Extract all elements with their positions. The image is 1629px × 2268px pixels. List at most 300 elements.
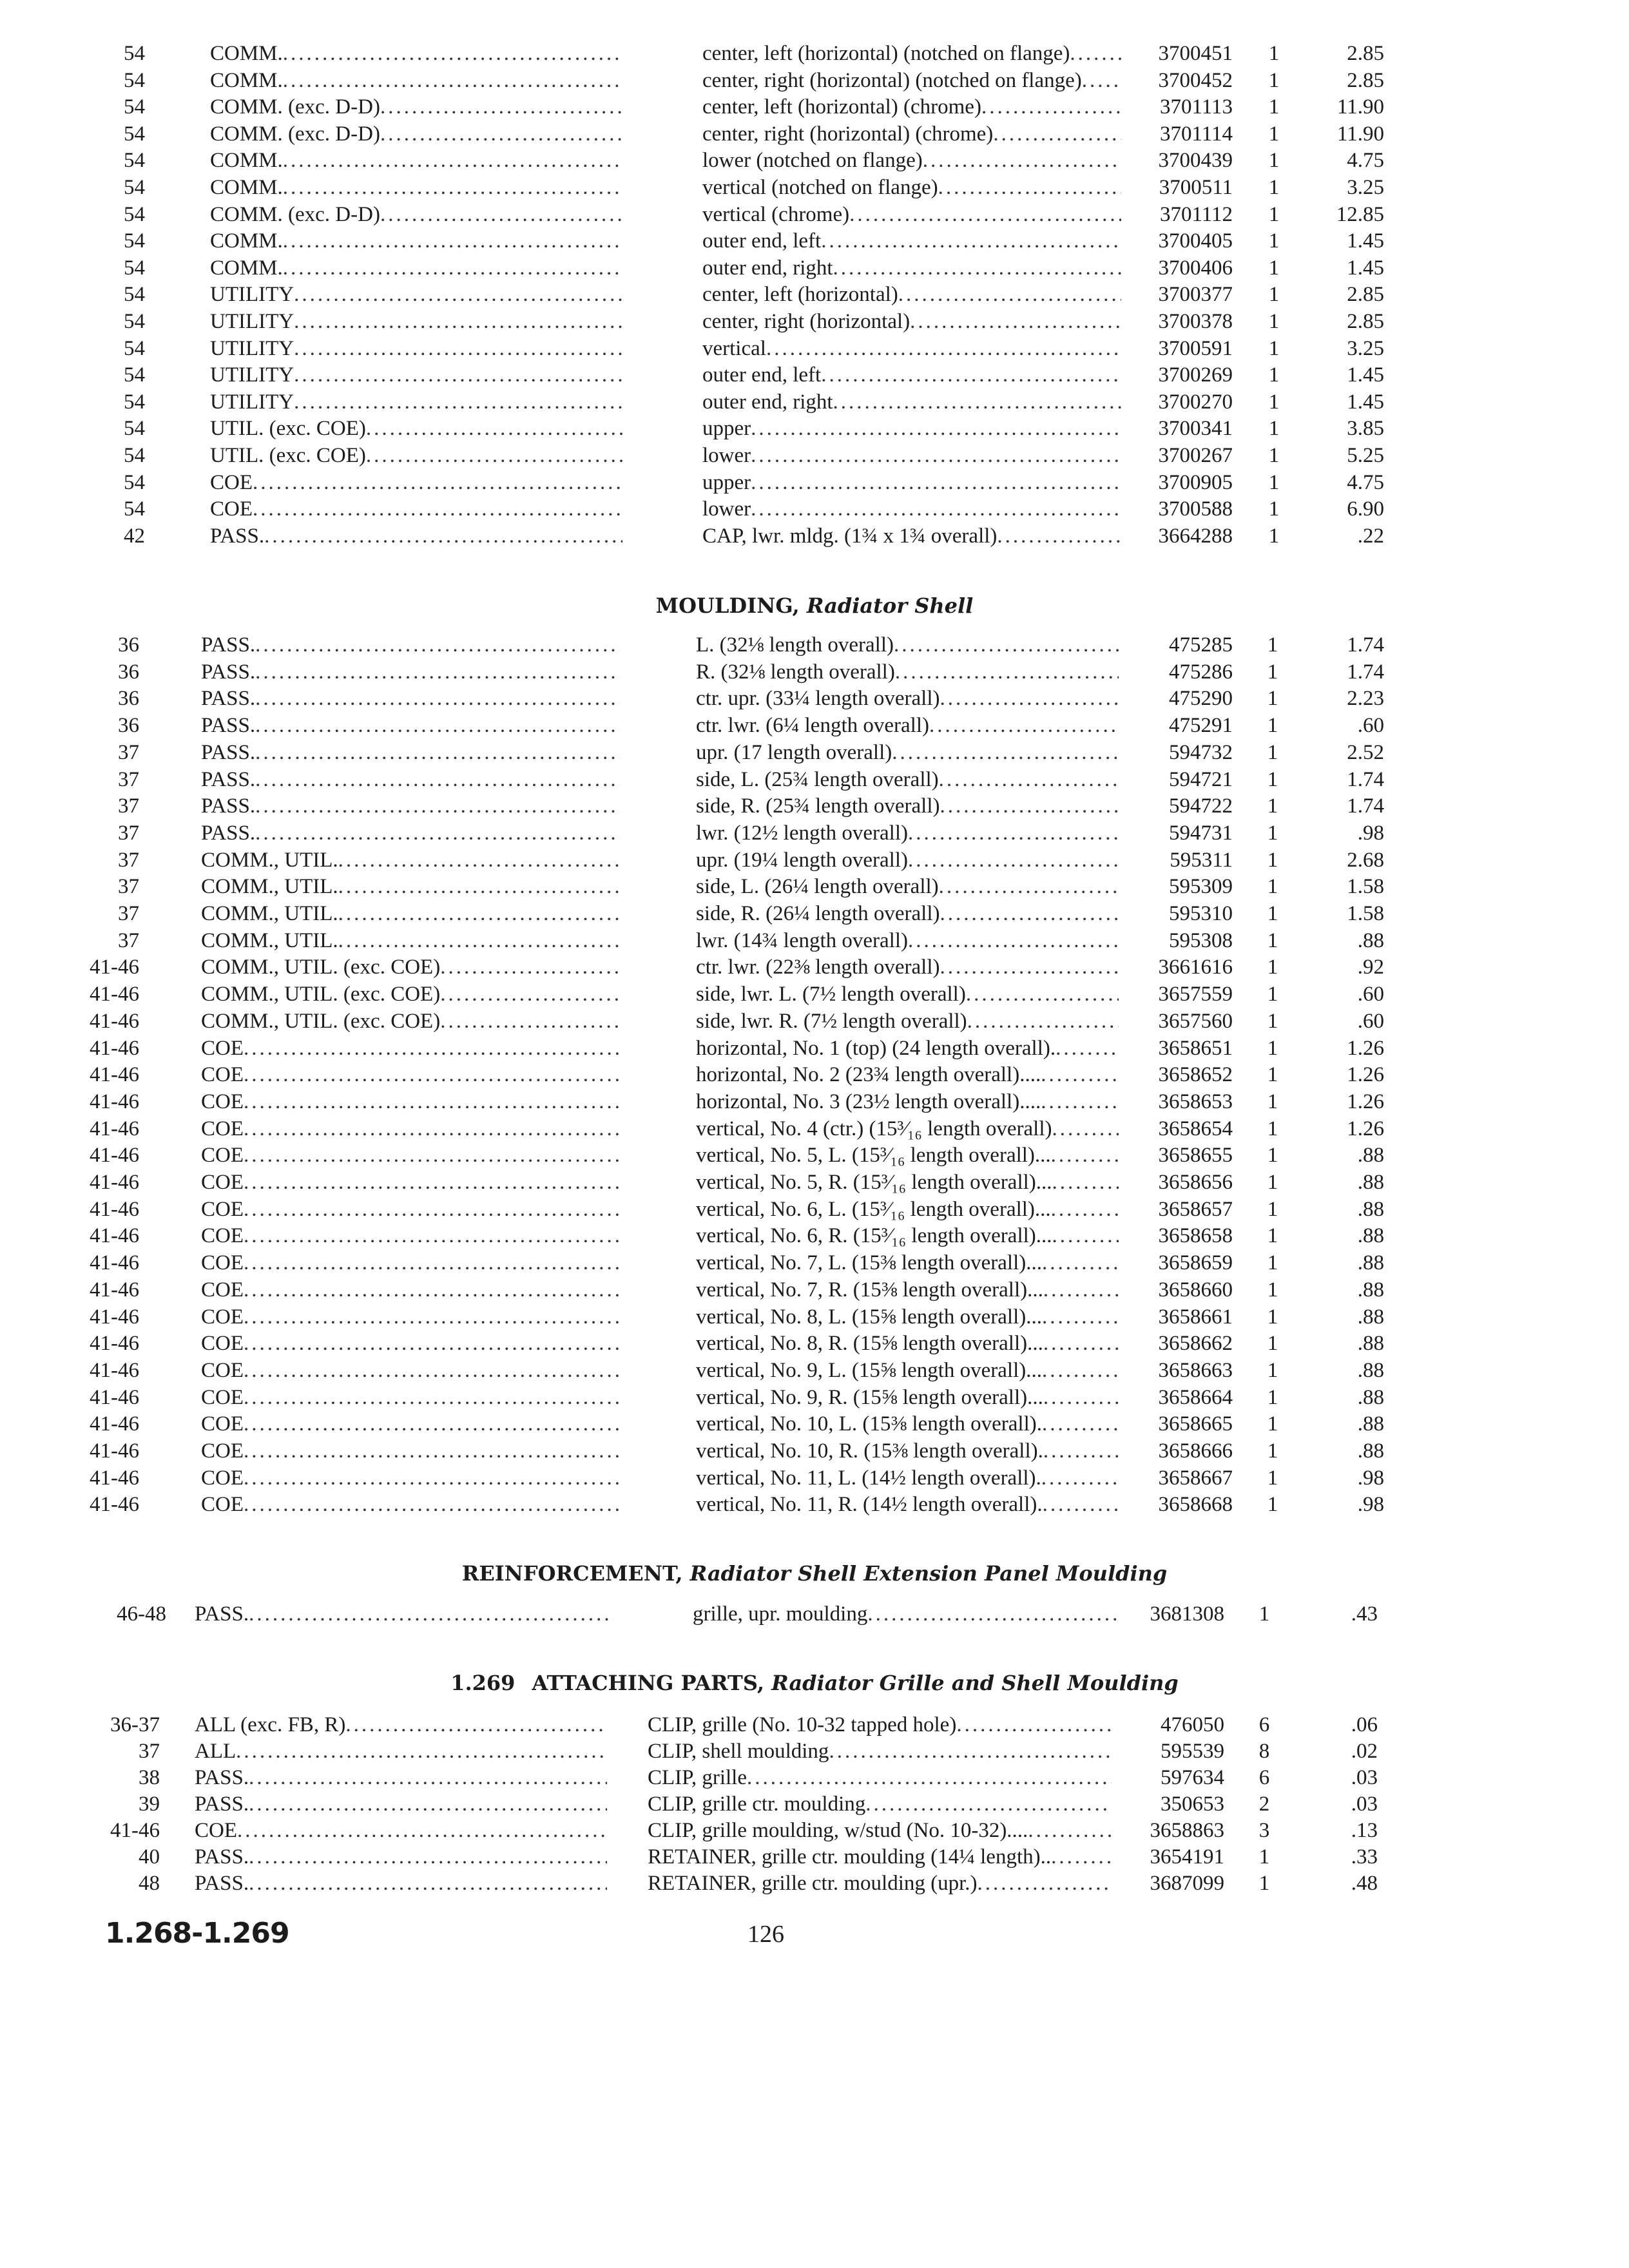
quantity-cell: 1 bbox=[1267, 875, 1278, 898]
model-cell bbox=[210, 227, 622, 255]
part-number-cell: 3700270 bbox=[1158, 390, 1233, 414]
price-cell: .88 bbox=[1357, 1412, 1384, 1436]
year-cell: 38 bbox=[139, 1766, 160, 1789]
quantity-cell: 1 bbox=[1267, 1171, 1278, 1194]
model-text: ALL (exc. FB, R) bbox=[195, 1713, 346, 1736]
model-cell bbox=[201, 1437, 620, 1465]
parts-row bbox=[0, 873, 1629, 900]
year-cell: 54 bbox=[124, 417, 145, 440]
model-text: PASS. bbox=[201, 687, 256, 710]
description-cell bbox=[696, 1437, 1119, 1465]
quantity-cell: 1 bbox=[1268, 122, 1280, 146]
quantity-cell: 1 bbox=[1267, 687, 1278, 710]
price-cell: 1.45 bbox=[1347, 229, 1384, 253]
part-number-cell: 594722 bbox=[1169, 794, 1233, 818]
description-cell bbox=[696, 1035, 1119, 1062]
description-cell bbox=[696, 658, 1119, 686]
leader-dots bbox=[283, 147, 622, 174]
description-cell bbox=[648, 1738, 1112, 1765]
model-text: COE bbox=[201, 1117, 244, 1140]
leader-dots bbox=[1070, 40, 1121, 67]
description-cell bbox=[702, 174, 1121, 201]
model-cell bbox=[201, 739, 620, 766]
model-cell bbox=[201, 927, 620, 954]
part-number-cell: 595309 bbox=[1169, 875, 1233, 898]
model-cell bbox=[201, 631, 620, 658]
description-cell bbox=[702, 201, 1121, 228]
leader-dots bbox=[294, 281, 622, 308]
leader-dots bbox=[1052, 1115, 1119, 1142]
quantity-cell: 1 bbox=[1267, 1198, 1278, 1221]
model-text: PASS. bbox=[195, 1845, 249, 1869]
leader-dots bbox=[940, 685, 1119, 712]
description-text: lower (notched on flange) bbox=[702, 149, 923, 172]
year-cell: 39 bbox=[139, 1792, 160, 1816]
price-cell: .98 bbox=[1357, 822, 1384, 845]
leader-dots bbox=[366, 415, 622, 442]
price-cell: .13 bbox=[1351, 1819, 1378, 1842]
part-number-cell: 3658655 bbox=[1158, 1144, 1233, 1167]
leader-dots bbox=[253, 469, 622, 496]
leader-dots bbox=[978, 1870, 1112, 1897]
leader-dots bbox=[1051, 1843, 1112, 1870]
quantity-cell: 6 bbox=[1258, 1713, 1270, 1736]
parts-row bbox=[0, 1303, 1629, 1331]
quantity-cell: 1 bbox=[1267, 1144, 1278, 1167]
year-cell: 41-46 bbox=[90, 1466, 139, 1490]
parts-row bbox=[0, 67, 1629, 94]
model-cell bbox=[210, 523, 622, 550]
section-heading-number: 1.269 bbox=[450, 1671, 516, 1695]
quantity-cell: 1 bbox=[1267, 768, 1278, 791]
description-text: center, left (horizontal) (notched on flange) bbox=[702, 42, 1070, 65]
model-text: COMM. bbox=[210, 176, 283, 199]
description-cell bbox=[696, 1196, 1119, 1223]
model-cell bbox=[201, 1249, 620, 1276]
model-cell bbox=[201, 766, 620, 793]
leader-dots bbox=[244, 1357, 620, 1384]
parts-row bbox=[0, 1142, 1629, 1169]
description-text: CAP, lwr. mldg. (1¾ x 1¾ overall) bbox=[702, 524, 998, 548]
quantity-cell: 1 bbox=[1268, 42, 1280, 65]
model-cell bbox=[201, 658, 620, 686]
leader-dots bbox=[1043, 1384, 1119, 1411]
model-text: UTILITY bbox=[210, 337, 294, 360]
model-cell bbox=[210, 281, 622, 308]
leader-dots bbox=[237, 1817, 607, 1844]
model-text: COMM. bbox=[210, 229, 283, 253]
year-cell: 41-46 bbox=[90, 1251, 139, 1274]
leader-dots bbox=[940, 900, 1119, 927]
section-heading bbox=[0, 1559, 1629, 1588]
part-number-cell: 3654191 bbox=[1150, 1845, 1224, 1869]
year-cell: 54 bbox=[124, 444, 145, 467]
description-text: upper bbox=[702, 471, 751, 494]
parts-row bbox=[0, 631, 1629, 658]
description-text: vertical bbox=[702, 337, 766, 360]
parts-row bbox=[0, 1222, 1629, 1249]
year-cell: 41-46 bbox=[90, 1224, 139, 1247]
model-text: COMM. bbox=[210, 256, 283, 280]
leader-dots bbox=[283, 227, 622, 255]
price-cell: 2.85 bbox=[1347, 42, 1384, 65]
model-cell bbox=[201, 1115, 620, 1142]
description-text: vertical, No. 5, R. (15³⁄₁₆ length overall)... bbox=[696, 1171, 1052, 1194]
price-cell: .88 bbox=[1357, 929, 1384, 952]
leader-dots bbox=[249, 1870, 607, 1897]
description-text: vertical, No. 5, L. (15³⁄₁₆ length overall)... bbox=[696, 1144, 1051, 1167]
part-number-cell: 3658651 bbox=[1158, 1037, 1233, 1060]
model-text: PASS. bbox=[201, 714, 256, 737]
leader-dots bbox=[244, 1276, 620, 1303]
leader-dots bbox=[766, 335, 1121, 362]
model-cell bbox=[201, 1222, 620, 1249]
leader-dots bbox=[244, 1061, 620, 1088]
part-number-cell: 3700905 bbox=[1158, 471, 1233, 494]
price-cell: 1.26 bbox=[1347, 1090, 1384, 1113]
section-heading-sub: Radiator Shell Extension Panel Moulding bbox=[689, 1561, 1168, 1586]
quantity-cell: 1 bbox=[1267, 1090, 1278, 1113]
year-cell: 37 bbox=[118, 768, 139, 791]
description-cell bbox=[696, 1330, 1119, 1357]
model-cell bbox=[201, 1410, 620, 1437]
model-text: COE bbox=[201, 1037, 244, 1060]
model-cell bbox=[210, 147, 622, 174]
leader-dots bbox=[751, 495, 1121, 523]
parts-row bbox=[0, 1196, 1629, 1223]
price-cell: .22 bbox=[1357, 524, 1384, 548]
description-text: CLIP, grille ctr. moulding bbox=[648, 1792, 866, 1816]
model-text: COE bbox=[201, 1144, 244, 1167]
description-cell bbox=[648, 1791, 1112, 1818]
year-cell: 37 bbox=[139, 1740, 160, 1763]
leader-dots bbox=[910, 308, 1121, 335]
price-cell: 2.85 bbox=[1347, 69, 1384, 92]
model-text: PASS. bbox=[195, 1766, 249, 1789]
description-text: vertical, No. 10, R. (15⅜ length overall). bbox=[696, 1439, 1043, 1463]
leader-dots bbox=[440, 1008, 620, 1035]
leader-dots bbox=[244, 1088, 620, 1115]
year-cell: 41-46 bbox=[90, 1117, 139, 1140]
description-text: side, lwr. R. (7½ length overall) bbox=[696, 1010, 967, 1033]
price-cell: .88 bbox=[1357, 1439, 1384, 1463]
year-cell: 37 bbox=[118, 822, 139, 845]
leader-dots bbox=[249, 1764, 607, 1791]
leader-dots bbox=[821, 227, 1121, 255]
leader-dots bbox=[829, 1738, 1112, 1765]
leader-dots bbox=[244, 1115, 620, 1142]
leader-dots bbox=[929, 712, 1119, 739]
description-cell bbox=[702, 523, 1121, 550]
description-cell bbox=[696, 739, 1119, 766]
model-text: ALL bbox=[195, 1740, 236, 1763]
description-text: vertical, No. 7, R. (15⅜ length overall)... bbox=[696, 1278, 1043, 1302]
leader-dots bbox=[867, 1600, 1118, 1628]
section-heading-sub: Radiator Grille and Shell Moulding bbox=[771, 1671, 1179, 1695]
description-text: side, L. (26¼ length overall) bbox=[696, 875, 939, 898]
quantity-cell: 1 bbox=[1268, 283, 1280, 306]
description-text: side, L. (25¾ length overall) bbox=[696, 768, 939, 791]
year-cell: 41-46 bbox=[90, 1493, 139, 1516]
description-cell bbox=[696, 1115, 1119, 1142]
price-cell: .48 bbox=[1351, 1872, 1378, 1895]
model-cell bbox=[201, 1196, 620, 1223]
model-cell bbox=[210, 120, 622, 148]
quantity-cell: 1 bbox=[1268, 337, 1280, 360]
quantity-cell: 1 bbox=[1268, 203, 1280, 226]
leader-dots bbox=[244, 1249, 620, 1276]
year-cell: 36 bbox=[118, 660, 139, 684]
description-text: lwr. (12½ length overall) bbox=[696, 822, 909, 845]
parts-row bbox=[0, 1061, 1629, 1088]
price-cell: 1.58 bbox=[1347, 902, 1384, 925]
description-text: center, right (horizontal) (chrome) bbox=[702, 122, 994, 146]
year-cell: 37 bbox=[118, 929, 139, 952]
parts-row bbox=[0, 927, 1629, 954]
model-cell bbox=[201, 685, 620, 712]
description-cell bbox=[702, 40, 1121, 67]
quantity-cell: 1 bbox=[1267, 1493, 1278, 1516]
leader-dots bbox=[1055, 1035, 1119, 1062]
part-number-cell: 3658662 bbox=[1158, 1332, 1233, 1355]
quantity-cell: 1 bbox=[1258, 1602, 1270, 1626]
description-cell bbox=[702, 93, 1121, 120]
year-cell: 54 bbox=[124, 69, 145, 92]
description-cell bbox=[648, 1843, 1112, 1870]
leader-dots bbox=[923, 147, 1121, 174]
description-text: horizontal, No. 3 (23½ length overall).... bbox=[696, 1090, 1041, 1113]
model-cell bbox=[195, 1870, 607, 1897]
leader-dots bbox=[244, 1142, 620, 1169]
year-cell: 54 bbox=[124, 256, 145, 280]
part-number-cell: 476050 bbox=[1161, 1713, 1224, 1736]
model-cell bbox=[195, 1600, 613, 1628]
price-cell: .88 bbox=[1357, 1171, 1384, 1194]
parts-row bbox=[0, 1410, 1629, 1437]
description-text: horizontal, No. 2 (23¾ length overall).... bbox=[696, 1063, 1041, 1086]
price-cell: .88 bbox=[1357, 1251, 1384, 1274]
description-cell bbox=[702, 67, 1121, 94]
description-text: lower bbox=[702, 497, 751, 521]
price-cell: 2.68 bbox=[1347, 849, 1384, 872]
price-cell: .88 bbox=[1357, 1278, 1384, 1302]
quantity-cell: 1 bbox=[1268, 524, 1280, 548]
price-cell: .60 bbox=[1357, 1010, 1384, 1033]
model-text: COMM. bbox=[210, 69, 283, 92]
year-cell: 41-46 bbox=[90, 956, 139, 979]
parts-row bbox=[0, 201, 1629, 228]
part-number-cell: 594732 bbox=[1169, 741, 1233, 764]
section-heading bbox=[0, 1669, 1629, 1697]
leader-dots bbox=[1042, 1357, 1119, 1384]
year-cell: 36 bbox=[118, 633, 139, 657]
model-cell bbox=[201, 900, 620, 927]
year-cell: 41-46 bbox=[90, 1037, 139, 1060]
description-cell bbox=[702, 308, 1121, 335]
model-text: COMM., UTIL. (exc. COE) bbox=[201, 956, 441, 979]
part-number-cell: 595308 bbox=[1169, 929, 1233, 952]
year-cell: 41-46 bbox=[90, 1171, 139, 1194]
model-text: COMM., UTIL. bbox=[201, 929, 338, 952]
leader-dots bbox=[1043, 1437, 1119, 1465]
part-number-cell: 3658652 bbox=[1158, 1063, 1233, 1086]
model-text: UTILITY bbox=[210, 283, 294, 306]
year-cell: 41-46 bbox=[90, 1090, 139, 1113]
description-cell bbox=[696, 1061, 1119, 1088]
parts-row bbox=[0, 1791, 1629, 1818]
description-cell bbox=[702, 442, 1121, 469]
model-cell bbox=[201, 1384, 620, 1411]
description-text: upper bbox=[702, 417, 751, 440]
model-text: COMM., UTIL. bbox=[201, 849, 338, 872]
parts-row bbox=[0, 1600, 1629, 1628]
quantity-cell: 1 bbox=[1268, 471, 1280, 494]
leader-dots bbox=[244, 1035, 620, 1062]
part-number-cell: 3658658 bbox=[1158, 1224, 1233, 1247]
price-cell: .98 bbox=[1357, 1493, 1384, 1516]
part-number-cell: 3687099 bbox=[1150, 1872, 1224, 1895]
leader-dots bbox=[440, 954, 620, 981]
description-text: ctr. lwr. (22⅜ length overall) bbox=[696, 956, 940, 979]
description-cell bbox=[702, 469, 1121, 496]
parts-row bbox=[0, 93, 1629, 120]
model-text: UTILITY bbox=[210, 363, 294, 387]
description-cell bbox=[696, 927, 1119, 954]
parts-row bbox=[0, 739, 1629, 766]
price-cell: 1.74 bbox=[1347, 660, 1384, 684]
description-cell bbox=[648, 1817, 1112, 1844]
description-cell bbox=[696, 1491, 1119, 1518]
quantity-cell: 1 bbox=[1267, 1010, 1278, 1033]
leader-dots bbox=[255, 766, 620, 793]
part-number-cell: 3658668 bbox=[1158, 1493, 1233, 1516]
model-cell bbox=[201, 1465, 620, 1492]
model-cell bbox=[201, 1142, 620, 1169]
model-cell bbox=[201, 981, 620, 1008]
part-number-cell: 3700511 bbox=[1159, 176, 1233, 199]
price-cell: .60 bbox=[1357, 983, 1384, 1006]
price-cell: .03 bbox=[1351, 1792, 1378, 1816]
price-cell: .03 bbox=[1351, 1766, 1378, 1789]
description-cell bbox=[696, 1008, 1119, 1035]
description-cell bbox=[696, 873, 1119, 900]
quantity-cell: 1 bbox=[1258, 1872, 1270, 1895]
model-text: COE bbox=[201, 1198, 244, 1221]
year-cell: 41-46 bbox=[90, 983, 139, 1006]
model-text: COE bbox=[201, 1251, 244, 1274]
description-cell bbox=[702, 335, 1121, 362]
parts-row bbox=[0, 1008, 1629, 1035]
quantity-cell: 1 bbox=[1267, 633, 1278, 657]
year-cell: 41-46 bbox=[90, 1359, 139, 1382]
leader-dots bbox=[345, 1711, 607, 1738]
parts-row bbox=[0, 1384, 1629, 1411]
leader-dots bbox=[1043, 1330, 1119, 1357]
parts-row bbox=[0, 1357, 1629, 1384]
description-text: vertical, No. 6, R. (15³⁄₁₆ length overall)... bbox=[696, 1224, 1052, 1247]
leader-dots bbox=[1042, 1410, 1119, 1437]
leader-dots bbox=[244, 1410, 620, 1437]
model-cell bbox=[201, 1357, 620, 1384]
year-cell: 54 bbox=[124, 337, 145, 360]
parts-row bbox=[0, 147, 1629, 174]
parts-row bbox=[0, 1491, 1629, 1518]
description-text: RETAINER, grille ctr. moulding (14¼ length).. bbox=[648, 1845, 1052, 1869]
leader-dots bbox=[338, 847, 620, 874]
description-text: R. (32⅛ length overall) bbox=[696, 660, 895, 684]
price-cell: .88 bbox=[1357, 1224, 1384, 1247]
quantity-cell: 6 bbox=[1258, 1766, 1270, 1789]
description-cell bbox=[702, 389, 1121, 416]
leader-dots bbox=[895, 658, 1119, 686]
price-cell: 6.90 bbox=[1347, 497, 1384, 521]
description-text: lwr. (14¾ length overall) bbox=[696, 929, 909, 952]
price-cell: 3.25 bbox=[1347, 176, 1384, 199]
parts-row bbox=[0, 1764, 1629, 1791]
description-cell bbox=[648, 1711, 1112, 1738]
leader-dots bbox=[294, 308, 622, 335]
leader-dots bbox=[244, 1384, 620, 1411]
year-cell: 37 bbox=[118, 875, 139, 898]
model-text: COMM., UTIL. (exc. COE) bbox=[201, 1010, 441, 1033]
description-cell bbox=[702, 361, 1121, 389]
model-text: PASS. bbox=[195, 1872, 249, 1895]
model-text: COMM., UTIL. (exc. COE) bbox=[201, 983, 441, 1006]
leader-dots bbox=[1043, 1276, 1119, 1303]
price-cell: .33 bbox=[1351, 1845, 1378, 1869]
part-number-cell: 594731 bbox=[1169, 822, 1233, 845]
quantity-cell: 1 bbox=[1267, 1063, 1278, 1086]
section-heading-sub: Radiator Shell bbox=[806, 593, 974, 618]
price-cell: 1.45 bbox=[1347, 363, 1384, 387]
part-number-cell: 3658659 bbox=[1158, 1251, 1233, 1274]
leader-dots bbox=[338, 873, 620, 900]
leader-dots bbox=[294, 335, 622, 362]
leader-dots bbox=[865, 1791, 1112, 1818]
year-cell: 54 bbox=[124, 42, 145, 65]
model-cell bbox=[201, 1276, 620, 1303]
part-number-cell: 3701112 bbox=[1159, 203, 1233, 226]
model-cell bbox=[210, 335, 622, 362]
parts-row bbox=[0, 1711, 1629, 1738]
price-cell: 3.85 bbox=[1347, 417, 1384, 440]
model-cell bbox=[201, 1008, 620, 1035]
leader-dots bbox=[821, 361, 1121, 389]
price-cell: 1.26 bbox=[1347, 1037, 1384, 1060]
model-cell bbox=[201, 793, 620, 820]
description-cell bbox=[696, 1303, 1119, 1331]
description-text: upr. (17 length overall) bbox=[696, 741, 892, 764]
leader-dots bbox=[1082, 67, 1121, 94]
model-cell bbox=[210, 67, 622, 94]
description-cell bbox=[696, 766, 1119, 793]
leader-dots bbox=[255, 685, 620, 712]
description-text: CLIP, grille bbox=[648, 1766, 747, 1789]
year-cell: 54 bbox=[124, 310, 145, 333]
model-cell bbox=[201, 954, 620, 981]
description-text: upr. (19¼ length overall) bbox=[696, 849, 909, 872]
parts-row bbox=[0, 469, 1629, 496]
model-cell bbox=[210, 495, 622, 523]
part-number-cell: 595311 bbox=[1170, 849, 1233, 872]
part-number-cell: 350653 bbox=[1161, 1792, 1224, 1816]
description-cell bbox=[696, 1169, 1119, 1196]
model-text: COE bbox=[201, 1412, 244, 1436]
leader-dots bbox=[993, 120, 1121, 148]
part-number-cell: 3700452 bbox=[1158, 69, 1233, 92]
parts-row bbox=[0, 1115, 1629, 1142]
parts-row bbox=[0, 1465, 1629, 1492]
